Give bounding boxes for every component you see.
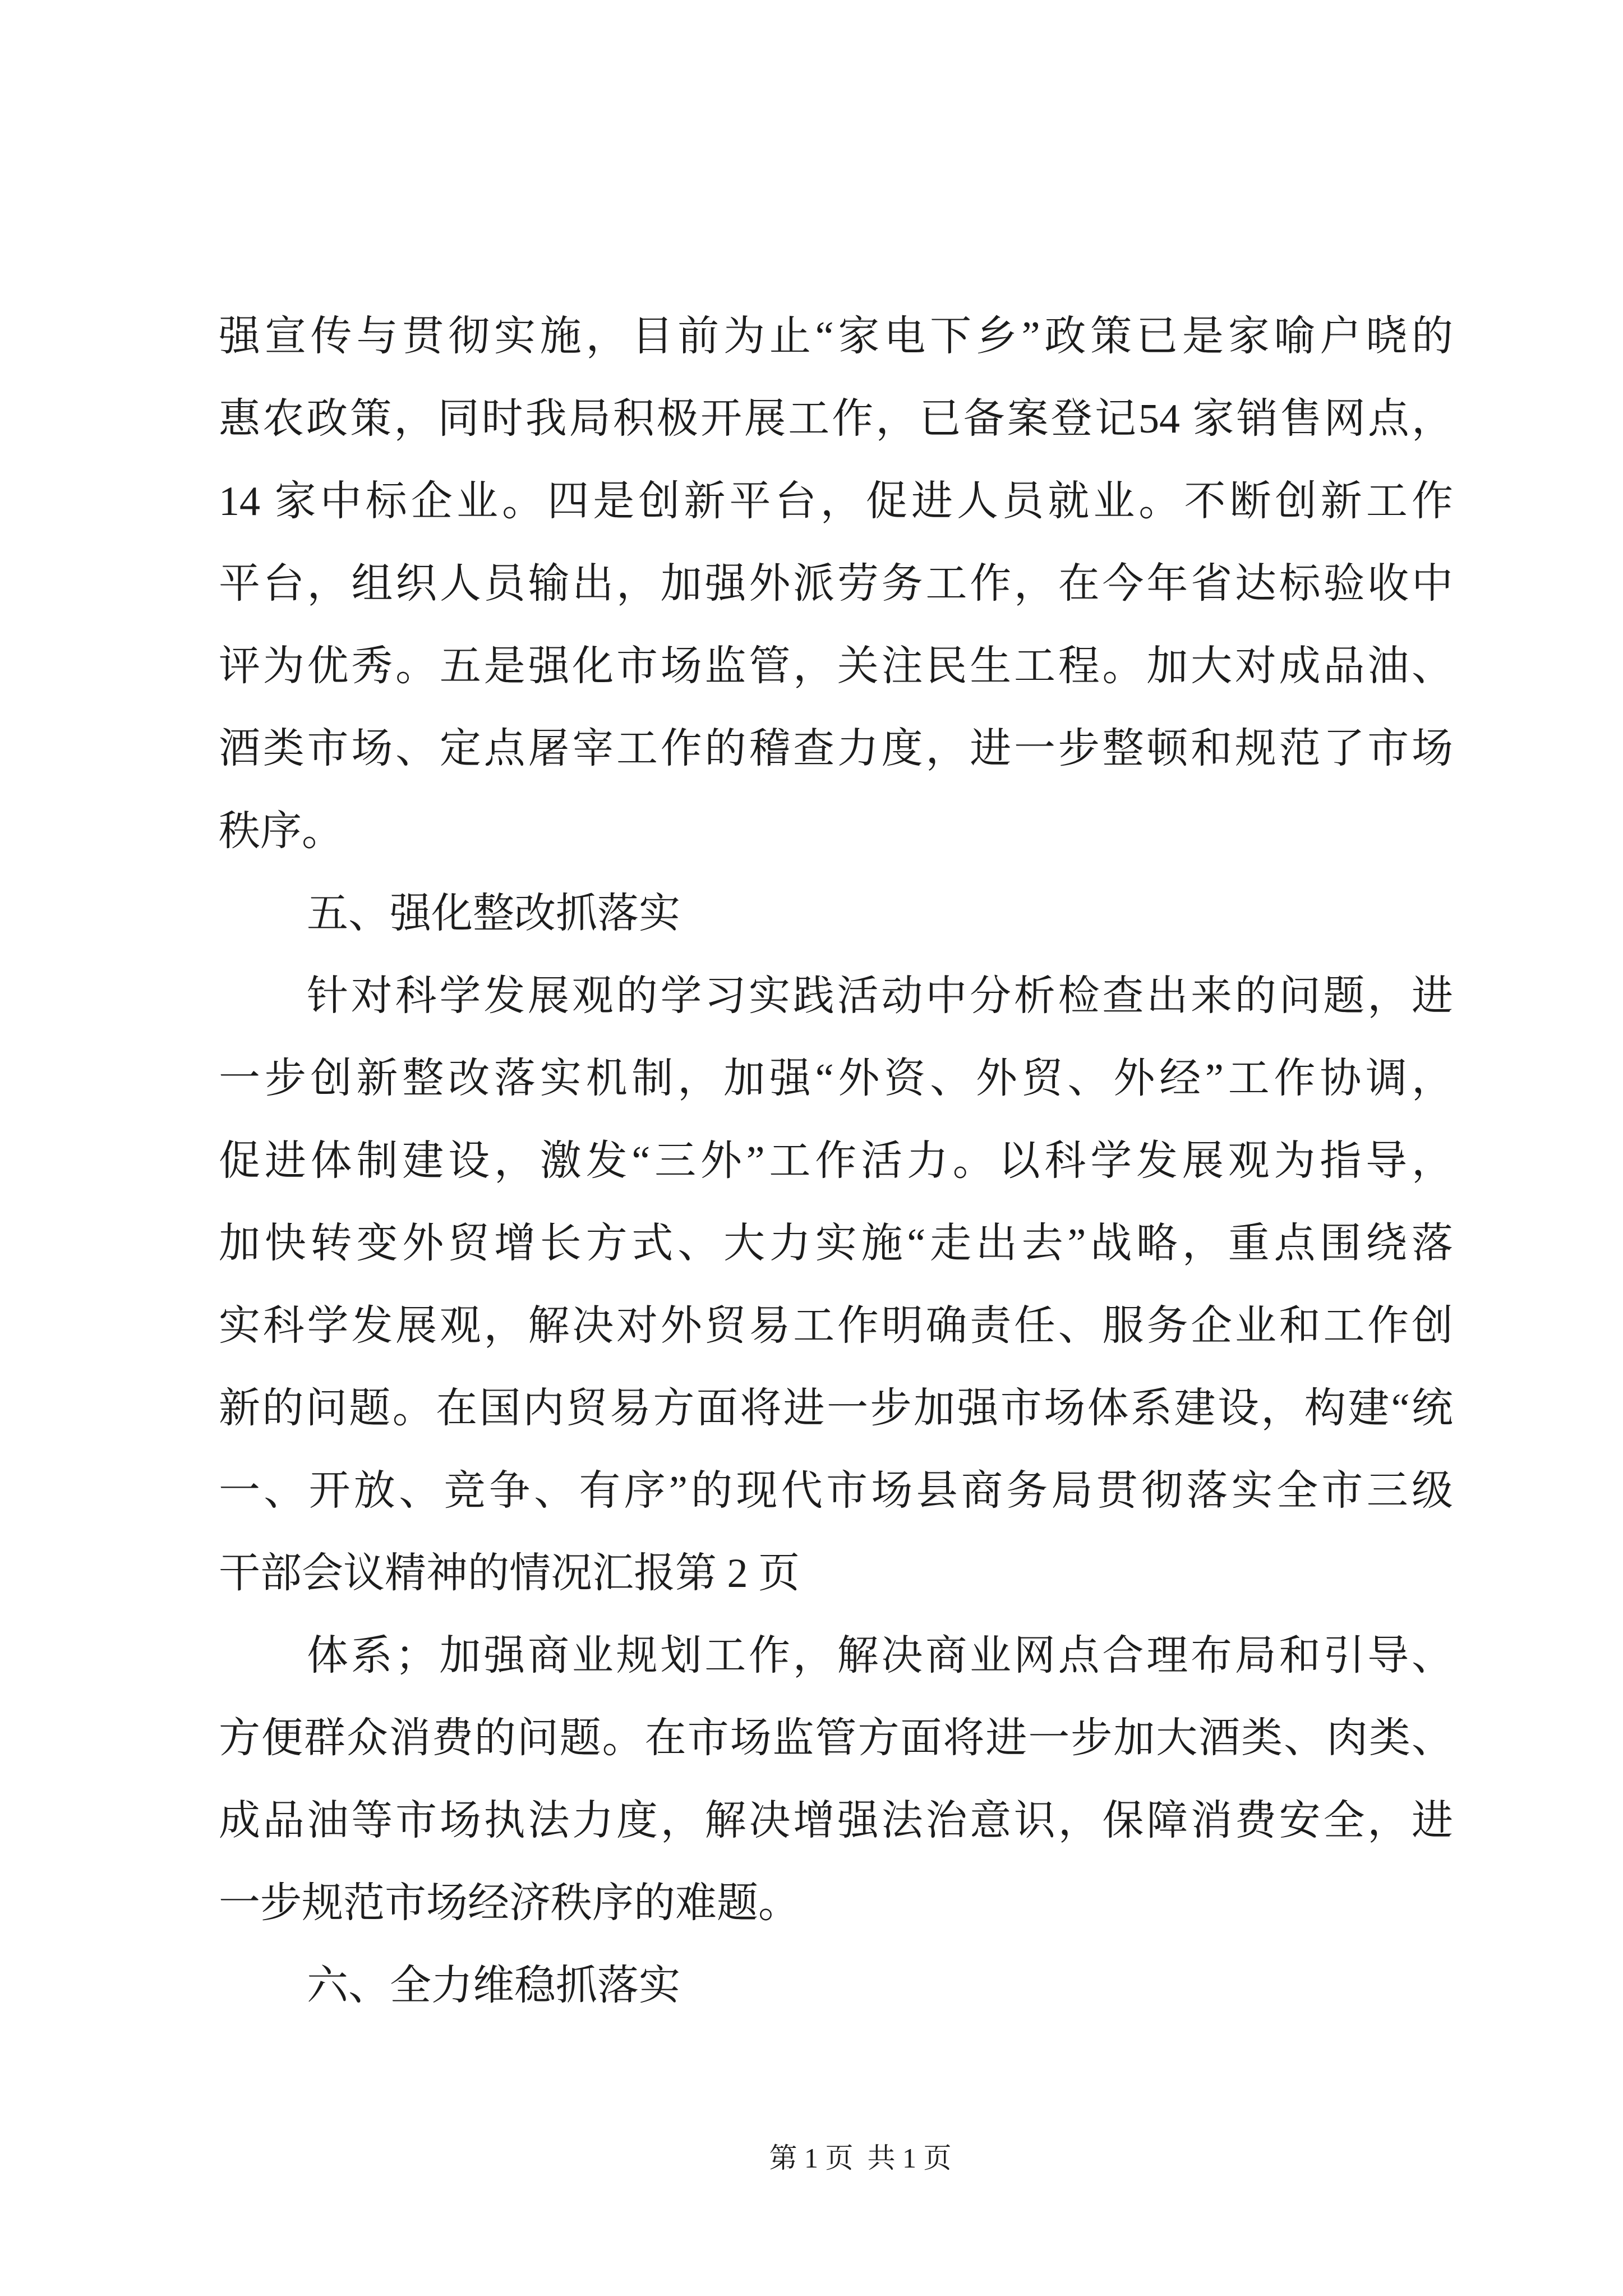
body-line: 方便群众消费的问题。在市场监管方面将进一步加大酒类、肉类、 (219, 1715, 1453, 1761)
body-line: 促进体制建设，激发“三外”工作活力。以科学发展观为指导， (219, 1138, 1453, 1184)
body-line: 秩序。 (219, 808, 343, 854)
body-line: 一步规范市场经济秩序的难题。 (219, 1880, 800, 1926)
body-line: 评为优秀。五是强化市场监管，关注民生工程。加大对成品油、 (219, 643, 1453, 689)
document-body (219, 296, 1453, 2027)
body-line: 针对科学发展观的学习实践活动中分析检查出来的问题，进 (307, 973, 1453, 1019)
body-line: 14 家中标企业。四是创新平台，促进人员就业。不断创新工作 (219, 478, 1453, 524)
section-heading-5: 五、强化整改抓落实 (307, 891, 680, 937)
body-line: 惠农政策，同时我局积极开展工作，已备案登记54 家销售网点， (219, 396, 1453, 442)
body-line: 干部会议精神的情况汇报第 2 页 (219, 1550, 800, 1596)
body-line: 实科学发展观，解决对外贸易工作明确责任、服务企业和工作创 (219, 1303, 1453, 1349)
body-line: 一、开放、竞争、有序”的现代市场县商务局贯彻落实全市三级 (219, 1468, 1453, 1514)
body-line: 新的问题。在国内贸易方面将进一步加强市场体系建设，构建“统 (219, 1386, 1453, 1432)
body-line: 加快转变外贸增长方式、大力实施“走出去”战略，重点围绕落 (219, 1221, 1453, 1267)
body-line: 体系；加强商业规划工作，解决商业网点合理布局和引导、 (307, 1633, 1453, 1679)
body-line: 成品油等市场执法力度，解决增强法治意识，保障消费安全，进 (219, 1798, 1453, 1844)
body-line: 酒类市场、定点屠宰工作的稽查力度，进一步整顿和规范了市场 (219, 726, 1453, 772)
page-footer: 第 1 页 共 1 页 (769, 2142, 952, 2174)
section-heading-6: 六、全力维稳抓落实 (307, 1963, 680, 2009)
body-line: 一步创新整改落实机制，加强“外资、外贸、外经”工作协调， (219, 1056, 1453, 1102)
body-line: 平台，组织人员输出，加强外派劳务工作，在今年省达标验收中 (219, 561, 1453, 607)
body-line: 强宣传与贯彻实施，目前为止“家电下乡”政策已是家喻户晓的 (219, 314, 1453, 360)
